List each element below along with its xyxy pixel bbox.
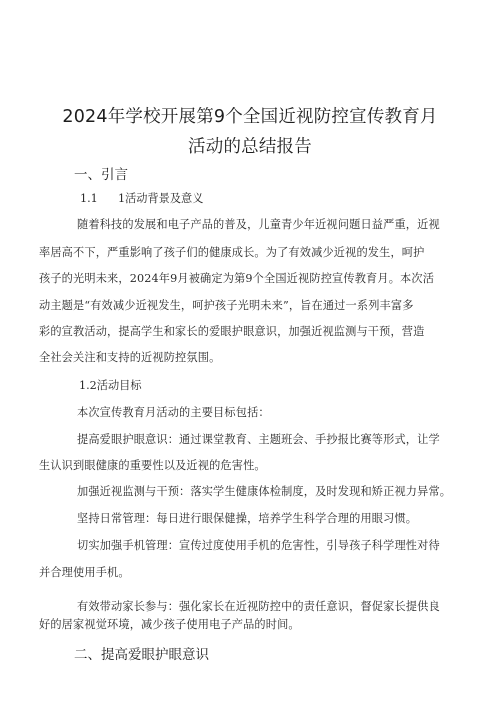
goal-line: 加强近视监测与干预：落实学生健康体检制度，及时发现和矫正视力异常。 bbox=[77, 485, 452, 498]
goals-intro: 本次宣传教育月活动的主要目标包括： bbox=[77, 406, 270, 419]
goal-line: 生认识到眼健康的重要性以及近视的危害性。 bbox=[39, 459, 266, 472]
paragraph-line: 孩子的光明未来，2024年9月被确定为第9个全国近视防控宣传教育月。本次活 bbox=[39, 272, 435, 285]
document-title-line-1: 2024年学校开展第9个全国近视防控宣传教育月 bbox=[62, 107, 438, 127]
goal-line: 坚持日常管理：每日进行眼保健操，培养学生科学合理的用眼习惯。 bbox=[77, 512, 418, 525]
goal-line: 好的居家视觉环境，减少孩子使用电子产品的时间。 bbox=[39, 618, 300, 631]
goal-line: 切实加强手机管理：宣传过度使用手机的危害性，引导孩子科学理性对待 bbox=[77, 539, 440, 552]
document-title-line-2: 活动的总结报告 bbox=[188, 137, 312, 157]
paragraph-line: 全社会关注和支持的近视防控氛围。 bbox=[39, 351, 221, 364]
subsection-1-1-title: 1活动背景及意义 bbox=[118, 192, 204, 205]
section-1-heading: 一、引言 bbox=[74, 167, 128, 183]
goal-line: 并合理使用手机。 bbox=[39, 566, 130, 579]
paragraph-line: 动主题是“有效减少近视发生，呵护孩子光明未来”，旨在通过一系列丰富多 bbox=[39, 299, 414, 312]
subsection-1-2-heading: 1.2活动目标 bbox=[79, 379, 142, 392]
paragraph-line: 彩的宣教活动，提高学生和家长的爱眼护眼意识，加强近视监测与干预，营造 bbox=[39, 325, 425, 338]
paragraph-line: 随着科技的发展和电子产品的普及，儿童青少年近视问题日益严重，近视 bbox=[77, 218, 440, 231]
goal-line: 提高爱眼护眼意识：通过课堂教育、主题班会、手抄报比赛等形式，让学 bbox=[77, 433, 440, 446]
subsection-1-1-number: 1.1 bbox=[80, 192, 98, 205]
paragraph-line: 率居高不下，严重影响了孩子们的健康成长。为了有效减少近视的发生，呵护 bbox=[39, 246, 425, 259]
subsection-1-1-heading bbox=[80, 190, 203, 206]
section-2-heading: 二、提高爱眼护眼意识 bbox=[74, 647, 209, 663]
goal-line: 有效带动家长参与：强化家长在近视防控中的责任意识，督促家长提供良 bbox=[77, 600, 440, 613]
